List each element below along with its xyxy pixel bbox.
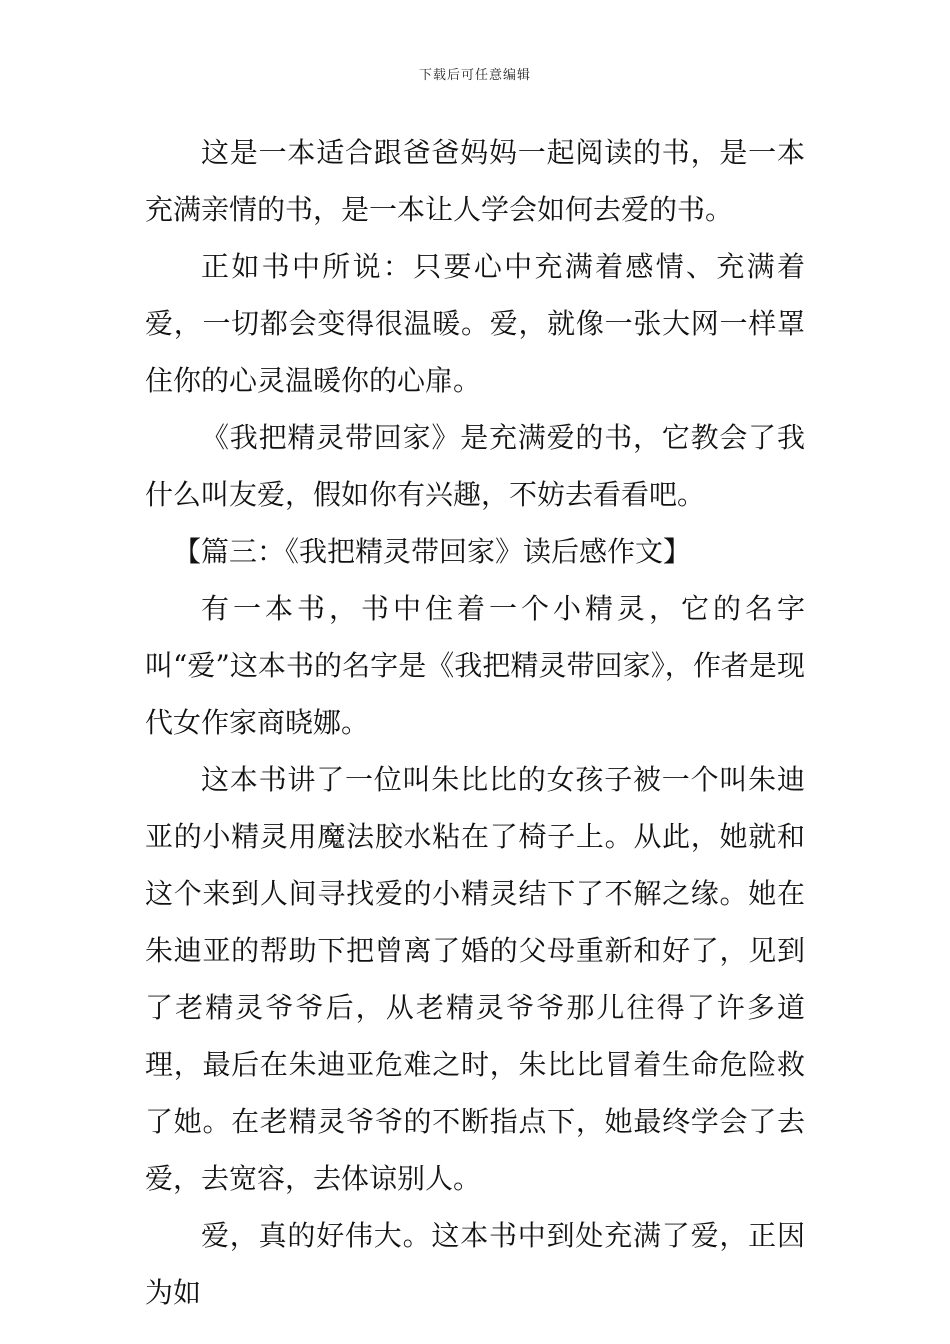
page-header: 下载后可任意编辑 — [418, 68, 531, 83]
section-heading: 【篇三：《我把精灵带回家》读后感作文】 — [173, 535, 692, 568]
paragraph-2: 正如书中所说：只要心中充满着感情、充满着爱，一切都会变得很温暖。爱，就像一张大网一样罩住你的心灵温暖你的心扉。 — [145, 250, 805, 397]
paragraph-5: 这本书讲了一位叫朱比比的女孩子被一个叫朱迪亚的小精灵用魔法胶水粘在了椅子上。从此，她就和这个来到人间寻找爱的小精灵结下了不解之缘。她在朱迪亚的帮助下把曾离了婚的父母重新和好了，见到了老精灵爷爷后，从老精灵爷爷那儿往得了许多道理，最后在朱迪亚危难之时，朱比比冒着生命危险救了她。在老精灵爷爷的不断指点下，她最终学会了去爱，去宽容，去体谅别人。 — [145, 763, 805, 1195]
paragraph-4: 有一本书，书中住着一个小精灵，它的名字叫“爱”这本书的名字是《我把精灵带回家》，作者是现代女作家商晓娜。 — [145, 592, 805, 739]
paragraph-1: 这是一本适合跟爸爸妈妈一起阅读的书，是一本充满亲情的书，是一本让人学会如何去爱的书。 — [145, 136, 805, 226]
paragraph-6: 爱，真的好伟大。这本书中到处充满了爱，正因为如 — [145, 1219, 805, 1309]
document-body — [145, 124, 805, 1321]
paragraph-3: 《我把精灵带回家》是充满爱的书，它教会了我什么叫友爱，假如你有兴趣，不妨去看看吧。 — [145, 421, 805, 511]
